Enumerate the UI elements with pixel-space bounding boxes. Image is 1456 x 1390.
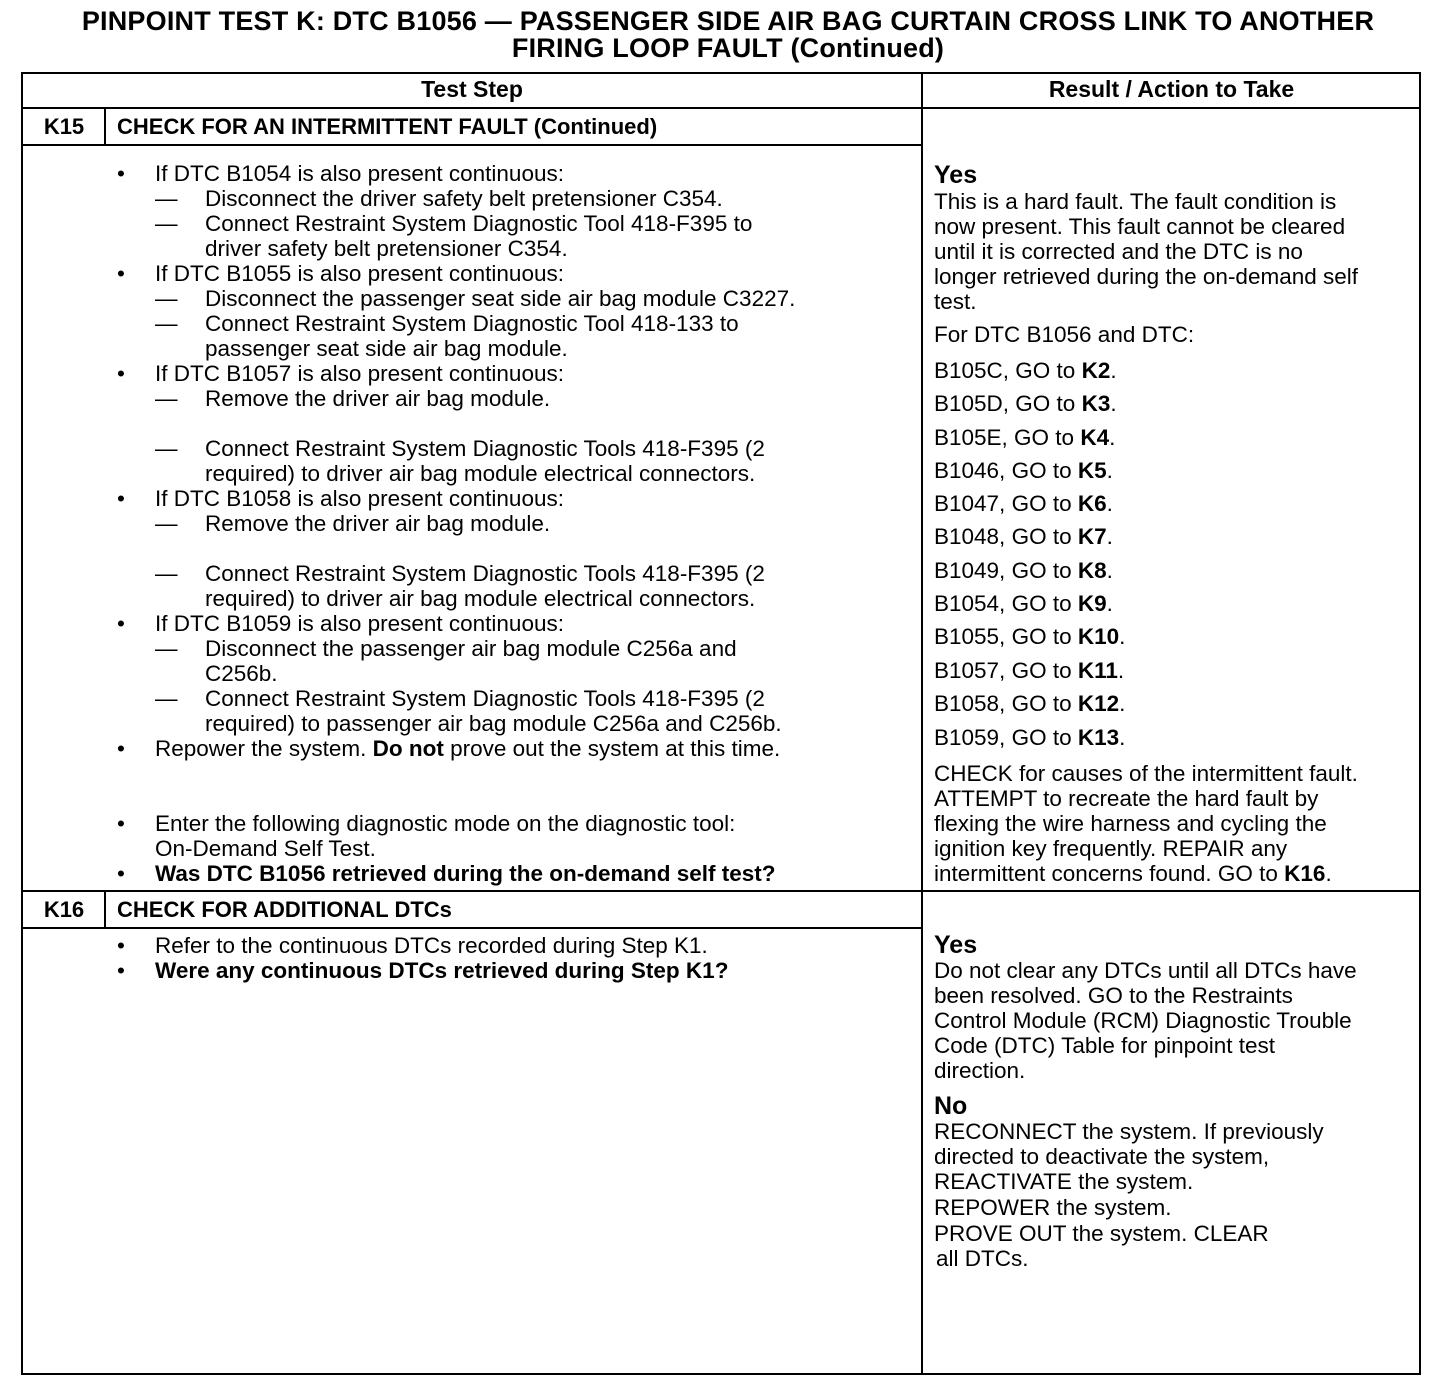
- step-line: Remove the driver air bag module.: [205, 386, 551, 411]
- dash: —: [155, 436, 178, 461]
- goto-line: [934, 624, 1125, 649]
- goto-step-link[interactable]: K13: [1077, 725, 1120, 750]
- step-line: If DTC B1055 is also present continuous:: [155, 261, 564, 286]
- title-line-2: FIRING LOOP FAULT (Continued): [511, 33, 945, 63]
- goto-step-link[interactable]: K7: [1077, 524, 1107, 549]
- goto-end: .: [1117, 658, 1125, 683]
- result-line: test.: [934, 289, 977, 314]
- step-line: Refer to the continuous DTCs recorded during Step K1.: [155, 933, 708, 958]
- dash: —: [155, 311, 178, 336]
- step-line: required) to driver air bag module electrical connectors.: [205, 461, 756, 486]
- step-line: Connect Restraint System Diagnostic Tools 418-F395 (2: [205, 436, 765, 461]
- goto-line: [934, 491, 1113, 516]
- goto-code: B105E, GO to: [934, 425, 1081, 450]
- step-question: Was DTC B1056 retrieved during the on-demand self test?: [155, 861, 776, 886]
- result-line: ignition key frequently. REPAIR any: [934, 836, 1288, 861]
- result-line: now present. This fault cannot be cleared: [934, 214, 1346, 239]
- step-line: If DTC B1058 is also present continuous:: [155, 486, 564, 511]
- step-line: If DTC B1059 is also present continuous:: [155, 611, 564, 636]
- step-title-k15: CHECK FOR AN INTERMITTENT FAULT (Continued): [117, 114, 658, 139]
- step-id-k16: K16: [43, 897, 85, 922]
- dash: —: [155, 286, 178, 311]
- goto-end: .: [1119, 725, 1126, 750]
- result-line: all DTCs.: [936, 1246, 1029, 1271]
- goto-end: .: [1106, 591, 1113, 616]
- yes-label: Yes: [934, 161, 978, 189]
- step-line: required) to driver air bag module electrical connectors.: [205, 586, 756, 611]
- goto-line: [934, 524, 1113, 549]
- step-line: passenger seat side air bag module.: [205, 336, 568, 361]
- goto-code: B1047, GO to: [934, 491, 1078, 516]
- goto-end: .: [1110, 358, 1117, 383]
- goto-code: B105D, GO to: [934, 391, 1082, 416]
- result-line: [934, 861, 1332, 886]
- step-title-k16: CHECK FOR ADDITIONAL DTCs: [117, 897, 452, 922]
- step-line: Connect Restraint System Diagnostic Tool 418-133 to: [205, 311, 739, 336]
- dash: —: [155, 386, 178, 411]
- goto-code: B1046, GO to: [934, 458, 1078, 483]
- goto-code: B1057, GO to: [934, 658, 1078, 683]
- result-line: directed to deactivate the system,: [934, 1144, 1270, 1169]
- goto-step-link[interactable]: K6: [1077, 491, 1107, 516]
- step-line: If DTC B1057 is also present continuous:: [155, 361, 564, 386]
- result-line: Control Module (RCM) Diagnostic Trouble: [934, 1008, 1352, 1033]
- result-line: until it is corrected and the DTC is no: [934, 239, 1303, 264]
- result-line: CHECK for causes of the intermittent fault.: [934, 761, 1358, 786]
- goto-line: [934, 591, 1113, 616]
- goto-end: .: [1106, 458, 1113, 483]
- goto-end: .: [1119, 624, 1126, 649]
- goto-line: [934, 658, 1124, 683]
- yes-label: Yes: [934, 931, 978, 959]
- step-text-bold: Do not: [372, 736, 444, 761]
- goto-step-link[interactable]: K4: [1080, 425, 1110, 450]
- result-line: REACTIVATE the system.: [934, 1169, 1194, 1194]
- step-line: Disconnect the passenger seat side air bag module C3227.: [205, 286, 796, 311]
- dash: —: [155, 561, 178, 586]
- result-line: Do not clear any DTCs until all DTCs have: [934, 958, 1357, 983]
- step-text: Repower the system.: [155, 736, 367, 761]
- bullet: •: [117, 811, 125, 836]
- bullet: •: [117, 861, 125, 886]
- k16-top-rule: [21, 890, 1421, 892]
- goto-end: .: [1109, 425, 1116, 450]
- step-id-k15: K15: [43, 114, 85, 139]
- bullet: •: [117, 161, 125, 186]
- title-line-1: PINPOINT TEST K: DTC B1056 — PASSENGER SIDE AIR BAG CURTAIN CROSS LINK TO ANOTHER: [81, 6, 1375, 36]
- result-line: REPOWER the system.: [934, 1195, 1172, 1220]
- k15-title-rule: [21, 144, 923, 146]
- dash: —: [155, 211, 178, 236]
- goto-step-link[interactable]: K3: [1081, 391, 1111, 416]
- result-line: longer retrieved during the on-demand self: [934, 264, 1359, 289]
- goto-code: B1054, GO to: [934, 591, 1078, 616]
- goto-end: .: [1106, 558, 1113, 583]
- step-question: Were any continuous DTCs retrieved during Step K1?: [155, 958, 729, 983]
- step-line: On-Demand Self Test.: [155, 836, 376, 861]
- goto-code: B1058, GO to: [934, 691, 1078, 716]
- step-line: Disconnect the passenger air bag module C256a and: [205, 636, 737, 661]
- goto-step-link[interactable]: K2: [1081, 358, 1111, 383]
- result-line: Code (DTC) Table for pinpoint test: [934, 1033, 1275, 1058]
- goto-end: .: [1106, 524, 1113, 549]
- goto-step-link[interactable]: K5: [1077, 458, 1107, 483]
- header-result: Result / Action to Take: [1048, 76, 1295, 102]
- header-test-step: Test Step: [421, 76, 523, 102]
- bullet: •: [117, 486, 125, 511]
- step-line: driver safety belt pretensioner C354.: [205, 236, 568, 261]
- goto-step-link[interactable]: K16: [1284, 861, 1326, 886]
- page-title: [0, 8, 1456, 62]
- step-line: Connect Restraint System Diagnostic Tools 418-F395 (2: [205, 686, 765, 711]
- result-line: ATTEMPT to recreate the hard fault by: [934, 786, 1319, 811]
- bullet: •: [117, 958, 125, 983]
- dash: —: [155, 511, 178, 536]
- result-line: been resolved. GO to the Restraints: [934, 983, 1293, 1008]
- dash: —: [155, 636, 178, 661]
- step-line: Connect Restraint System Diagnostic Tool 418-F395 to: [205, 211, 753, 236]
- goto-code: B1048, GO to: [934, 524, 1078, 549]
- step-line: C256b.: [205, 661, 278, 686]
- goto-end: .: [1110, 391, 1117, 416]
- goto-code: B1059, GO to: [934, 725, 1078, 750]
- goto-line: [934, 691, 1125, 716]
- step-line: Enter the following diagnostic mode on the diagnostic tool:: [155, 811, 736, 836]
- goto-end: .: [1325, 861, 1332, 886]
- goto-step-link[interactable]: K12: [1077, 691, 1120, 716]
- goto-line: [934, 358, 1117, 383]
- header-rule: [21, 107, 1421, 109]
- goto-code: B105C, GO to: [934, 358, 1082, 383]
- bullet: •: [117, 611, 125, 636]
- result-line: direction.: [934, 1058, 1026, 1083]
- goto-step-link[interactable]: K11: [1077, 658, 1118, 683]
- goto-code: B1055, GO to: [934, 624, 1078, 649]
- result-line: PROVE OUT the system. CLEAR: [934, 1221, 1269, 1246]
- result-line: This is a hard fault. The fault condition is: [934, 189, 1337, 214]
- goto-end: .: [1119, 691, 1126, 716]
- goto-line: [934, 425, 1115, 450]
- step-line: Remove the driver air bag module.: [205, 511, 551, 536]
- goto-step-link[interactable]: K10: [1077, 624, 1120, 649]
- step-line: [155, 736, 780, 761]
- goto-end: .: [1106, 491, 1113, 516]
- result-text: intermittent concerns found. GO to: [934, 861, 1285, 886]
- step-line: required) to passenger air bag module C256a and C256b.: [205, 711, 782, 736]
- goto-line: [934, 458, 1113, 483]
- goto-line: [934, 391, 1117, 416]
- dash: —: [155, 686, 178, 711]
- goto-step-link[interactable]: K8: [1077, 558, 1107, 583]
- column-divider: [921, 72, 923, 1375]
- step-line: Disconnect the driver safety belt pretensioner C354.: [205, 186, 723, 211]
- bullet: •: [117, 261, 125, 286]
- step-text: prove out the system at this time.: [450, 736, 781, 761]
- no-label: No: [934, 1092, 968, 1120]
- bullet: •: [117, 736, 125, 761]
- k16-title-rule: [21, 927, 923, 929]
- goto-line: [934, 558, 1113, 583]
- for-dtc-line: For DTC B1056 and DTC:: [934, 322, 1195, 347]
- result-line: flexing the wire harness and cycling the: [934, 811, 1327, 836]
- step-line: Connect Restraint System Diagnostic Tools 418-F395 (2: [205, 561, 765, 586]
- bullet: •: [117, 933, 125, 958]
- step-line: If DTC B1054 is also present continuous:: [155, 161, 564, 186]
- dash: —: [155, 186, 178, 211]
- bullet: •: [117, 361, 125, 386]
- goto-step-link[interactable]: K9: [1077, 591, 1107, 616]
- result-line: RECONNECT the system. If previously: [934, 1119, 1324, 1144]
- goto-code: B1049, GO to: [934, 558, 1078, 583]
- goto-line: [934, 725, 1125, 750]
